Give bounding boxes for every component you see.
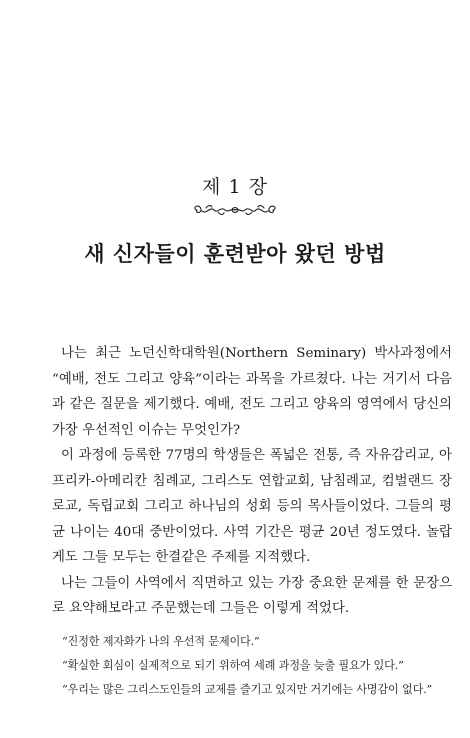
paragraph: 이 과정에 등록한 77명의 학생들은 폭넓은 전통, 즉 자유감리교, 아프리카-아메리칸 침례교, 그리스도 연합교회, 남침례교, 컴벌랜드 장로교, 독립교회 그리고 하나님의 성회 등의 목사들이었다. 그들의 평균 나이는 40대 중반이었다. 사역 기간은 평균 20년 정도였다. 놀랍게도 그들 모두는 한결같은 주제를 지적했다. bbox=[52, 448, 452, 565]
chapter-label: 제 1 장 bbox=[202, 176, 268, 198]
paragraph: 나는 최근 노던신학대학원(Northern Seminary) 박사과정에서 “예배, 전도 그리고 양육”이라는 과목을 가르쳤다. 나는 거기서 다음과 같은 질문을 제기했다. 예배, 전도 그리고 양육의 영역에서 당신의 가장 우선적인 이슈는 무엇인가? bbox=[52, 346, 452, 438]
quote-list bbox=[62, 630, 457, 702]
quote-item: “우리는 많은 그리스도인들의 교제를 즐기고 있지만 거기에는 사명감이 없다.” bbox=[62, 683, 433, 696]
quote-item: “진정한 제자화가 나의 우선적 문제이다.” bbox=[62, 635, 260, 648]
quote-item: “확실한 회심이 실제적으로 되기 위하여 세례 과정을 늦출 필요가 있다.” bbox=[62, 659, 404, 672]
body-text bbox=[52, 341, 452, 622]
chapter-title: 새 신자들이 훈련받아 왔던 방법 bbox=[84, 242, 386, 266]
paragraph: 나는 그들이 사역에서 직면하고 있는 가장 중요한 문제를 한 문장으로 요약해보라고 주문했는데 그들은 이렇게 적었다. bbox=[52, 575, 452, 616]
scroll-flourish-icon bbox=[190, 200, 280, 220]
